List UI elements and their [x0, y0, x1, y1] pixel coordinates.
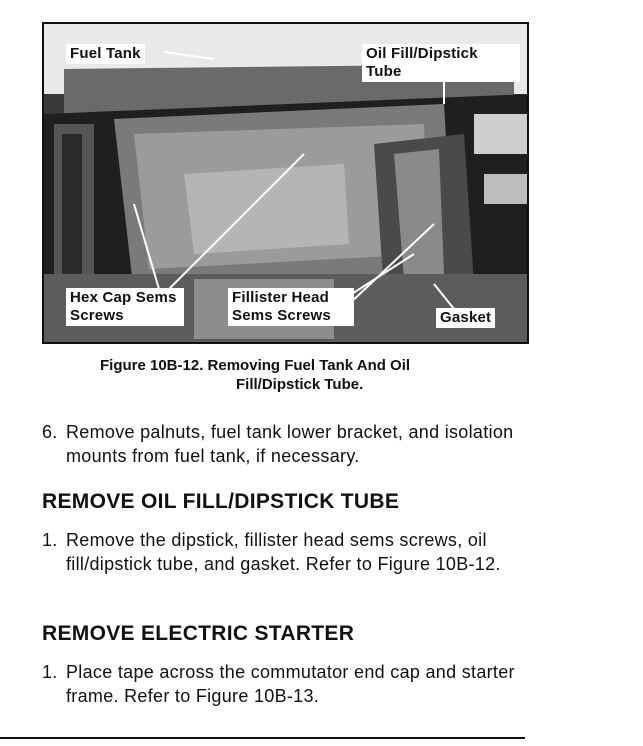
callout-fillister-head-sems-screws: Fillister Head Sems Screws [228, 288, 354, 326]
bottom-rule [0, 737, 525, 739]
step-6 [42, 420, 536, 468]
callout-gasket: Gasket [436, 308, 495, 328]
step-text: Place tape across the commutator end cap and starter frame. Refer to Figure 10B-13. [66, 662, 515, 706]
step-number: 6. [42, 422, 58, 442]
step-text: Remove palnuts, fuel tank lower bracket, and isolation mounts from fuel tank, if necessary. [66, 422, 514, 466]
step-number: 1. [42, 530, 58, 550]
section1-step-1 [42, 528, 536, 576]
callout-fuel-tank: Fuel Tank [66, 44, 145, 64]
step-text: Remove the dipstick, fillister head sems screws, oil fill/dipstick tube, and gasket. Refer to Figure 10B-12. [66, 530, 501, 574]
caption-line-2: Fill/Dipstick Tube. [236, 376, 364, 393]
figure-caption [100, 356, 540, 394]
step-number: 1. [42, 662, 58, 682]
callout-oil-fill-dipstick-tube: Oil Fill/Dipstick Tube [362, 44, 520, 82]
callout-hex-cap-sems-screws: Hex Cap Sems Screws [66, 288, 184, 326]
figure-photo [42, 22, 529, 344]
section-heading-remove-oil-fill: REMOVE OIL FILL/DIPSTICK TUBE [42, 490, 400, 513]
section2-step-1 [42, 660, 536, 708]
section-heading-remove-electric-starter: REMOVE ELECTRIC STARTER [42, 622, 355, 645]
caption-number: Figure 10B-12. [100, 357, 204, 374]
caption-line-1: Removing Fuel Tank And Oil [207, 357, 411, 374]
